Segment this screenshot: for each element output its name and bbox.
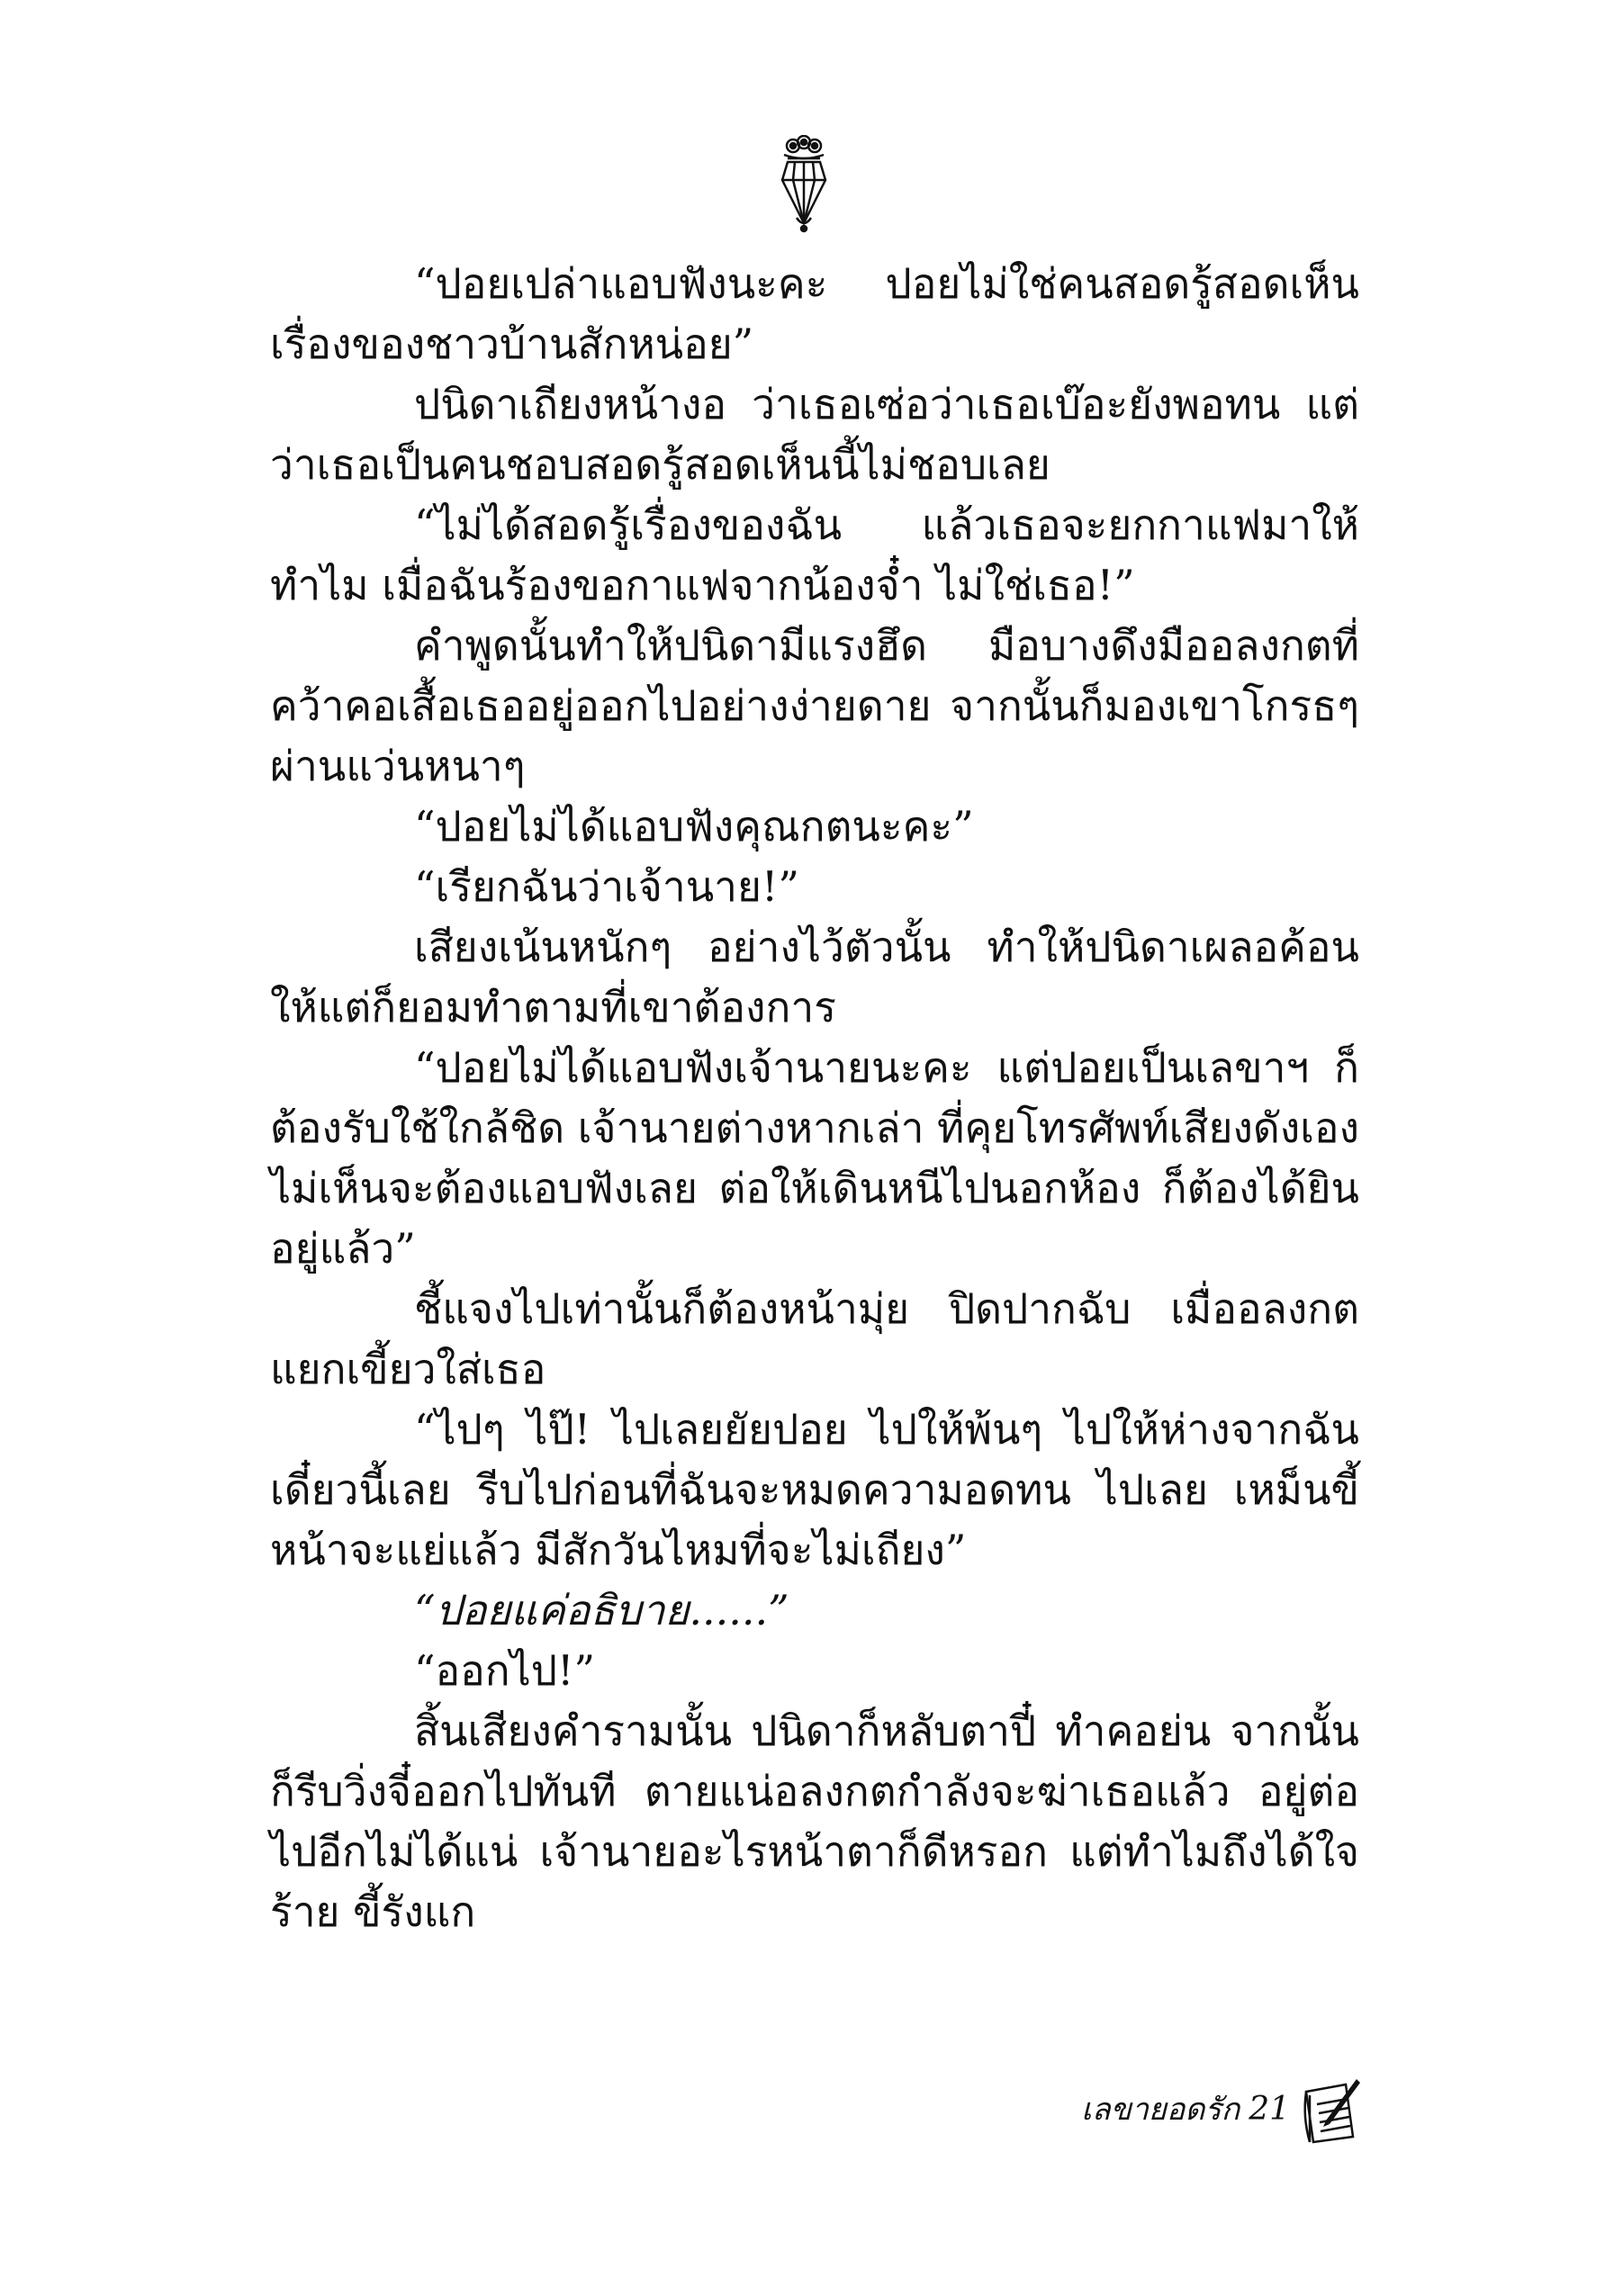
paragraph: ชี้แจงไปเท่านั้นก็ต้องหน้ามุ่ย ปิดปากฉับ เมื่ออลงกตแยกเขี้ยวใส่เธอ bbox=[270, 1284, 1359, 1393]
paragraph: “ไปๆ ไป๊! ไปเลยยัยปอย ไปให้พ้นๆ ไปให้ห่างจากฉันเดี๋ยวนี้เลย รีบไปก่อนที่ฉันจะหมดความอดทน ไปเลย เหม็นขี้หน้าจะแย่แล้ว มีสักวันไหมที่จะไม่เถียง” bbox=[270, 1405, 1359, 1574]
paragraph: “ปอยไม่ได้แอบฟังคุณกตนะคะ” bbox=[414, 802, 974, 851]
page-number: 21 bbox=[1249, 2090, 1290, 2128]
paragraph: “ปอยเปล่าแอบฟังนะคะ ปอยไม่ใช่คนสอดรู้สอดเห็นเรื่องของชาวบ้านสักหน่อย” bbox=[270, 259, 1359, 368]
page-footer bbox=[1081, 2068, 1362, 2149]
story-text bbox=[270, 254, 1359, 1942]
book-title: เลขายอดรัก bbox=[1081, 2092, 1240, 2128]
hanging-lantern-ornament-icon bbox=[775, 135, 833, 234]
paragraph: สิ้นเสียงคำรามนั้น ปนิดาก็หลับตาปี๋ ทำคอย่น จากนั้นก็รีบวิ่งจี๋ออกไปทันที ตายแน่อลงกตกำลังจะฆ่าเธอแล้ว อยู่ต่อไปอีกไม่ได้แน่ เจ้านายอะไรหน้าตาก็ดีหรอก แต่ทำไมถึงได้ใจร้าย ขี้รังแก bbox=[270, 1706, 1359, 1936]
paragraph: เสียงเน้นหนักๆ อย่างไว้ตัวนั้น ทำให้ปนิดาเผลอค้อนให้แต่ก็ยอมทำตามที่เขาต้องการ bbox=[270, 923, 1359, 1031]
notebook-pen-icon bbox=[1299, 2074, 1362, 2144]
paragraph: “ออกไป!” bbox=[414, 1646, 595, 1695]
paragraph: “ไม่ได้สอดรู้เรื่องของฉัน แล้วเธอจะยกกาแฟมาให้ทำไม เมื่อฉันร้องขอกาแฟจากน้องจ๋ำ ไม่ใช่เธอ!” bbox=[270, 500, 1359, 609]
paragraph: ปนิดาเถียงหน้างอ ว่าเธอเซ่อว่าเธอเบ๊อะยังพอทน แต่ว่าเธอเป็นคนชอบสอดรู้สอดเห็นนี้ไม่ชอบเลย bbox=[270, 380, 1359, 489]
paragraph: คำพูดนั้นทำให้ปนิดามีแรงฮึด มือบางดึงมืออลงกตที่คว้าคอเสื้อเธออยู่ออกไปอย่างง่ายดาย จากนั้นก็มองเขาโกรธๆ ผ่านแว่นหนาๆ bbox=[270, 621, 1359, 790]
paragraph-italic: “ปอยแค่อธิบาย......” bbox=[414, 1586, 789, 1634]
paragraph: “ปอยไม่ได้แอบฟังเจ้านายนะคะ แต่ปอยเป็นเลขาฯ ก็ต้องรับใช้ใกล้ชิด เจ้านายต่างหากเล่า ที่คุยโทรศัพท์เสียงดังเอง ไม่เห็นจะต้องแอบฟังเลย ต่อให้เดินหนีไปนอกห้อง ก็ต้องได้ยินอยู่แล้ว” bbox=[270, 1043, 1360, 1273]
paragraph: “เรียกฉันว่าเจ้านาย!” bbox=[414, 862, 799, 911]
